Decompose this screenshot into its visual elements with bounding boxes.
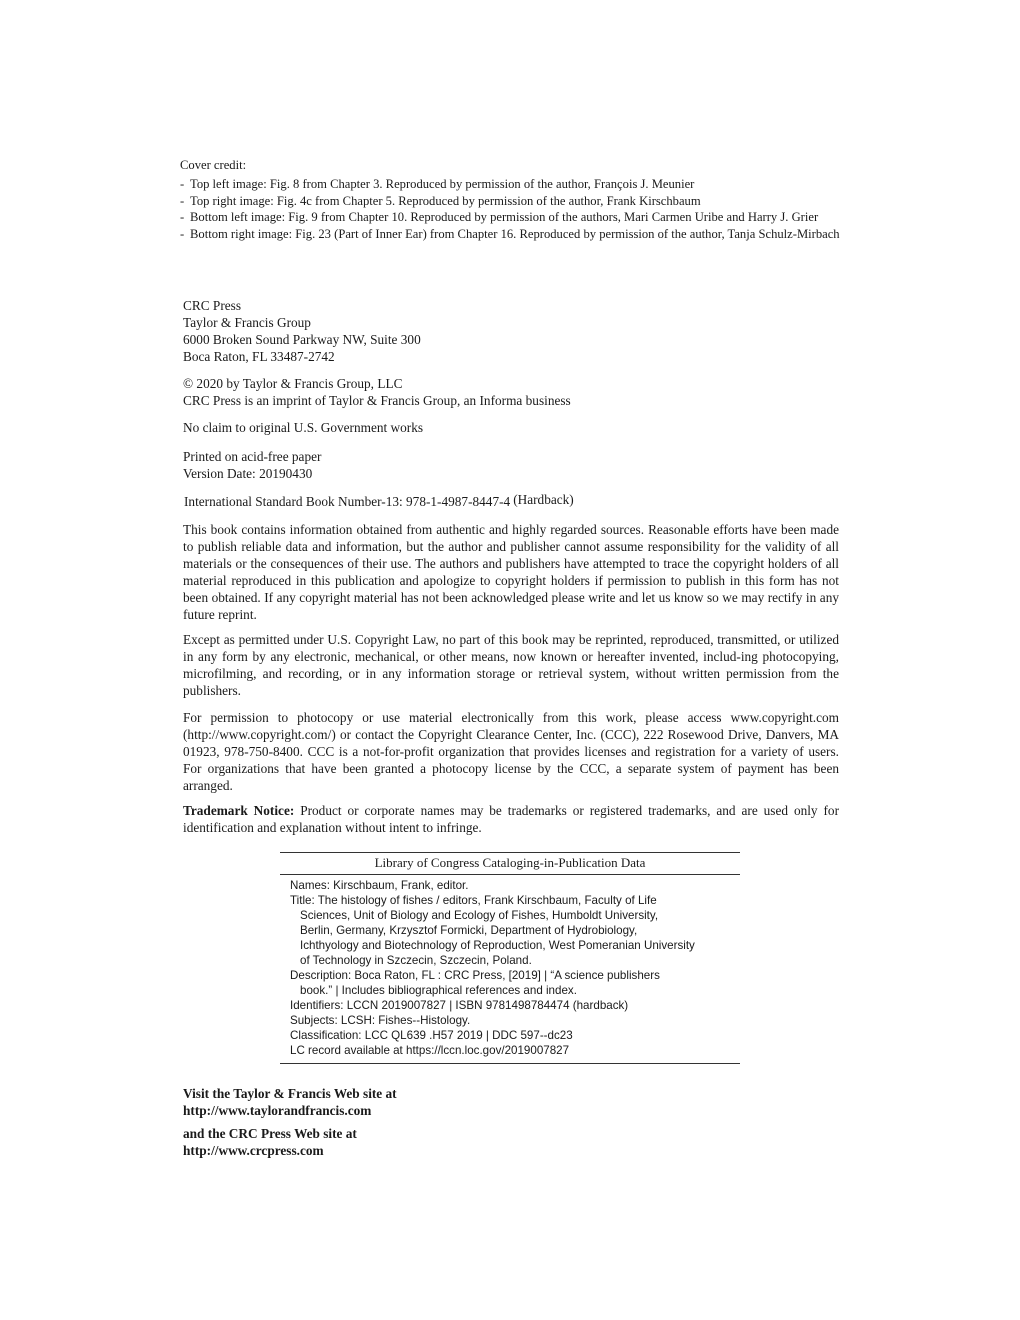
cip-line: Names: Kirschbaum, Frank, editor. [290,879,469,892]
copyright-notice [183,375,839,409]
cover-credit-heading: Cover credit: [180,158,247,172]
cover-credit-item [180,176,842,193]
crc-website-url[interactable]: http://www.crcpress.com [183,1143,324,1158]
tf-website-label: Visit the Taylor & Francis Web site at [183,1086,397,1101]
cip-line: of Technology in Szczecin, Szczecin, Poland. [300,954,532,967]
trademark-label: Trademark Notice: [183,803,295,818]
list-dash: - [180,176,185,191]
printing-info [183,448,839,482]
isbn-binding: (Hardback) [513,492,574,507]
publisher-address [183,297,839,365]
isbn-number: International Standard Book Number-13: 978-1-4987-8447-4 [184,494,511,509]
disclaimer-paragraph [183,521,839,623]
cip-line: Ichthyology and Biotechnology of Reproduction, West Pomeranian University [300,939,695,952]
cover-credit-text: Top left image: Fig. 8 from Chapter 3. Reproduced by permission of the author, François J. Meunier [190,176,695,191]
cover-credit-item [180,209,842,226]
publisher-street: 6000 Broken Sound Parkway NW, Suite 300 [183,332,421,347]
cip-line: Berlin, Germany, Krzysztof Formicki, Department of Hydrobiology, [300,924,638,937]
cip-line: Subjects: LCSH: Fishes--Histology. [290,1014,471,1027]
list-dash: - [180,193,185,208]
imprint-line: CRC Press is an imprint of Taylor & Francis Group, an Informa business [183,393,571,408]
cover-credit-text: Bottom right image: Fig. 23 (Part of Inner Ear) from Chapter 16. Reproduced by permission of the author, Tanja Schulz-Mirbach [190,227,840,242]
publisher-city: Boca Raton, FL 33487-2742 [183,349,335,364]
copyright-law-text: Except as permitted under U.S. Copyright Law, no part of this book may be reprinted, reproduced, transmitted, or utilized in any form by any electronic, mechanical, or other means, now known or hereafter invented, includ-ing photocopying, microfilming, and recording, or in any information storage or retrieval system, without written permission from the publishers. [183,632,839,698]
paper-line: Printed on acid-free paper [183,449,322,464]
cip-line: LC record available at https://lccn.loc.gov/2019007827 [290,1044,570,1057]
tf-website-url[interactable]: http://www.taylorandfrancis.com [183,1103,372,1118]
copyright-law-paragraph [183,631,839,699]
permission-paragraph [183,709,839,794]
trademark-notice [183,802,839,836]
cover-credit-item [180,193,842,210]
copyright-line: © 2020 by Taylor & Francis Group, LLC [183,376,403,391]
trademark-text: Product or corporate names may be trademarks or registered trademarks, and are used only for identification and explanation without intent to infringe. [183,803,839,835]
cip-line: Description: Boca Raton, FL : CRC Press, [2019] | “A science publishers [290,969,660,982]
publisher-group: Taylor & Francis Group [183,315,311,330]
cip-line: Title: The histology of fishes / editors, Frank Kirschbaum, Faculty of Life [290,894,657,907]
crc-website [183,1125,357,1159]
permission-text: For permission to photocopy or use material electronically from this work, please access www.copyright.com (http://www.copyright.com/) or contact the Copyright Clearance Center, Inc. (CCC), 222 Rosewood Drive, Danvers, MA 01923, 978-750-8400. CCC is a not-for-profit organization that provides licenses and registration for a variety of users. For organizations that have been granted a photocopy license by the CCC, a separate system of payment has been arranged. [183,710,839,793]
no-claim-text: No claim to original U.S. Government works [183,420,424,435]
version-date: Version Date: 20190430 [183,466,313,481]
cip-line: Identifiers: LCCN 2019007827 | ISBN 9781498784474 (hardback) [290,999,629,1012]
list-dash: - [180,227,185,242]
publisher-name: CRC Press [183,298,242,313]
tf-website [183,1085,397,1119]
cip-header: Library of Congress Cataloging-in-Publication Data [280,853,740,875]
cover-credit-text: Top right image: Fig. 4c from Chapter 5. Reproduced by permission of the author, Frank Kirschbaum [190,193,701,208]
cip-line: Classification: LCC QL639 .H57 2019 | DDC 597--dc23 [290,1029,573,1042]
list-dash: - [180,210,185,225]
cover-credit-section [180,157,842,243]
cover-credit-text: Bottom left image: Fig. 9 from Chapter 10. Reproduced by permission of the authors, Mari Carmen Uribe and Harry J. Grier [190,210,819,225]
disclaimer-text: This book contains information obtained from authentic and highly regarded sources. Reasonable efforts have been made to publish reliable data and information, but the author and publisher cannot assume responsibility for the validity of all materials or the consequences of their use. The authors and publishers have attempted to trace the copyright holders of all material reproduced in this publication and apologize to copyright holders if permission to publish in this form has not been obtained. If any copyright material has not been acknowledged please write and let us know so we may rectify in any future reprint. [183,522,839,622]
crc-website-label: and the CRC Press Web site at [183,1126,357,1141]
cip-data-box [280,852,740,1064]
no-claim-notice [183,419,839,436]
isbn-block [184,493,840,510]
cip-line: book.” | Includes bibliographical references and index. [300,984,577,997]
cover-credit-item [180,226,842,243]
cover-credit-list [180,176,842,243]
cip-line: Sciences, Unit of Biology and Ecology of Fishes, Humboldt University, [300,909,659,922]
cip-body [280,875,740,1063]
